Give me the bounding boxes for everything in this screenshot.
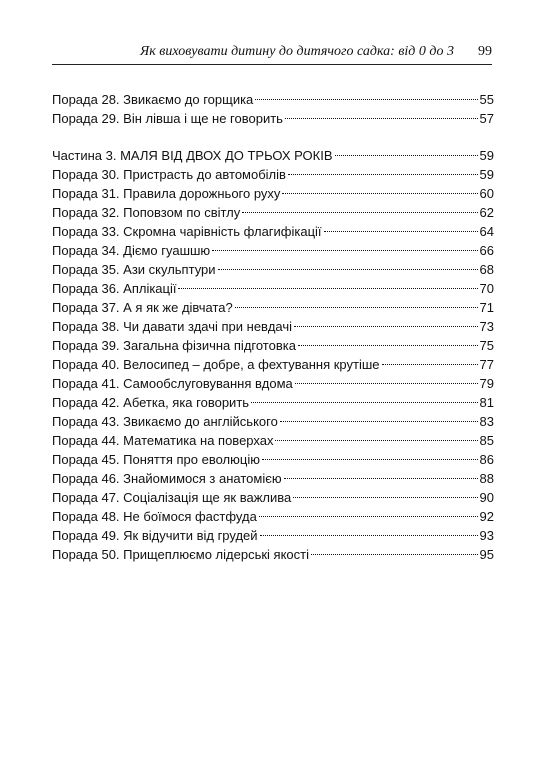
toc-entry-title: Частина 3. МАЛЯ ВІД ДВОХ ДО ТРЬОХ РОКІВ bbox=[52, 148, 333, 163]
toc-entry bbox=[52, 374, 494, 393]
dot-leader bbox=[275, 440, 477, 441]
dot-leader bbox=[288, 174, 478, 175]
toc-entry-title: Порада 39. Загальна фізична підготовка bbox=[52, 338, 296, 353]
toc-entry-title: Порада 50. Прищеплюємо лідерські якості bbox=[52, 547, 309, 562]
toc-entry bbox=[52, 355, 494, 374]
toc-entry bbox=[52, 431, 494, 450]
toc-entry-title: Порада 37. А я як же дівчата? bbox=[52, 300, 233, 315]
toc-entry bbox=[52, 317, 494, 336]
dot-leader bbox=[280, 421, 478, 422]
toc-entry-title: Порада 38. Чи давати здачі при невдачі bbox=[52, 319, 293, 334]
toc-entry-page: 77 bbox=[479, 357, 494, 372]
dot-leader bbox=[235, 307, 478, 308]
dot-leader bbox=[324, 231, 478, 232]
toc-entry bbox=[52, 507, 494, 526]
toc-entry bbox=[52, 488, 494, 507]
dot-leader bbox=[311, 554, 478, 555]
toc-entry-title: Порада 29. Він лівша і ще не говорить bbox=[52, 111, 283, 126]
dot-leader bbox=[293, 497, 477, 498]
dot-leader bbox=[285, 118, 478, 119]
toc-entry-title: Порада 31. Правила дорожнього руху bbox=[52, 186, 281, 201]
toc-entry-page: 93 bbox=[479, 528, 494, 543]
toc-entry bbox=[52, 203, 494, 222]
toc-entry-page: 88 bbox=[479, 471, 494, 486]
toc-entry-page: 70 bbox=[479, 281, 494, 296]
toc-entry-title: Порада 35. Ази скульптури bbox=[52, 262, 216, 277]
toc-entry-title: Порада 28. Звикаємо до горщика bbox=[52, 92, 254, 107]
toc-entry-title: Порада 48. Не боїмося фастфуда bbox=[52, 509, 257, 524]
toc-entry bbox=[52, 393, 494, 412]
toc-entry-page: 85 bbox=[479, 433, 494, 448]
toc-entry-page: 92 bbox=[479, 509, 494, 524]
toc-entry-title: Порада 45. Поняття про еволюцію bbox=[52, 452, 260, 467]
toc-entry-page: 71 bbox=[479, 300, 494, 315]
dot-leader bbox=[298, 345, 478, 346]
toc-entry-title: Порада 33. Скромна чарівність флагифікації bbox=[52, 224, 322, 239]
toc-entry bbox=[52, 241, 494, 260]
dot-leader bbox=[382, 364, 478, 365]
toc-entry-title: Порада 43. Звикаємо до англійського bbox=[52, 414, 278, 429]
toc-entry-title: Порада 34. Діємо гуашшю bbox=[52, 243, 211, 258]
dot-leader bbox=[284, 478, 478, 479]
dot-leader bbox=[255, 99, 477, 100]
toc-entry-page: 57 bbox=[479, 111, 494, 126]
dot-leader bbox=[251, 402, 477, 403]
dot-leader bbox=[259, 516, 478, 517]
dot-leader bbox=[260, 535, 478, 536]
dot-leader bbox=[294, 326, 478, 327]
toc-entry-page: 86 bbox=[479, 452, 494, 467]
running-header bbox=[52, 44, 492, 65]
toc-entry bbox=[52, 109, 494, 128]
running-title: Як виховувати дитину до дитячого садка: від 0 до 3 bbox=[140, 44, 454, 59]
page-number: 99 bbox=[478, 44, 492, 59]
toc-entry-page: 83 bbox=[479, 414, 494, 429]
toc-entry-title: Порада 30. Пристрасть до автомобілів bbox=[52, 167, 286, 182]
toc-entry-title: Порада 36. Аплікації bbox=[52, 281, 177, 296]
toc-entry bbox=[52, 184, 494, 203]
toc-entry-title: Порада 42. Абетка, яка говорить bbox=[52, 395, 250, 410]
toc-entry-title: Порада 44. Математика на поверхах bbox=[52, 433, 274, 448]
toc-entry-page: 59 bbox=[479, 167, 494, 182]
dot-leader bbox=[335, 155, 478, 156]
toc-entry-page: 66 bbox=[479, 243, 494, 258]
toc-entry-title: Порада 47. Соціалізація ще як важлива bbox=[52, 490, 292, 505]
dot-leader bbox=[282, 193, 477, 194]
toc-entry-page: 59 bbox=[479, 148, 494, 163]
dot-leader bbox=[295, 383, 478, 384]
toc-entry-title: Порада 46. Знайомимося з анатомією bbox=[52, 471, 282, 486]
toc-entry-title: Порада 40. Велосипед – добре, а фехтування крутіше bbox=[52, 357, 380, 372]
toc-entry-page: 60 bbox=[479, 186, 494, 201]
toc-entry bbox=[52, 222, 494, 241]
toc-entry bbox=[52, 412, 494, 431]
dot-leader bbox=[242, 212, 477, 213]
toc-entry bbox=[52, 545, 494, 564]
toc-entry bbox=[52, 469, 494, 488]
toc-entry-page: 62 bbox=[479, 205, 494, 220]
toc-entry-page: 55 bbox=[479, 92, 494, 107]
toc-entry bbox=[52, 165, 494, 184]
toc-entry-page: 64 bbox=[479, 224, 494, 239]
dot-leader bbox=[178, 288, 477, 289]
toc-entry bbox=[52, 298, 494, 317]
toc-entry bbox=[52, 450, 494, 469]
toc-entry-page: 68 bbox=[479, 262, 494, 277]
toc-entry-title: Порада 49. Як відучити від грудей bbox=[52, 528, 258, 543]
toc-part-heading bbox=[52, 146, 494, 165]
toc-entry-title: Порада 41. Самообслуговування вдома bbox=[52, 376, 293, 391]
dot-leader bbox=[212, 250, 477, 251]
toc-entry-page: 90 bbox=[479, 490, 494, 505]
toc-entry-title: Порада 32. Поповзом по світлу bbox=[52, 205, 241, 220]
toc-entry bbox=[52, 526, 494, 545]
dot-leader bbox=[218, 269, 478, 270]
toc-entry-page: 79 bbox=[479, 376, 494, 391]
toc-entry bbox=[52, 90, 494, 109]
toc-entry bbox=[52, 336, 494, 355]
toc-entry-page: 95 bbox=[479, 547, 494, 562]
toc-entry-page: 73 bbox=[479, 319, 494, 334]
toc-entry-page: 81 bbox=[479, 395, 494, 410]
toc-entry bbox=[52, 279, 494, 298]
table-of-contents bbox=[52, 90, 494, 564]
dot-leader bbox=[262, 459, 478, 460]
toc-entry bbox=[52, 260, 494, 279]
toc-entry-page: 75 bbox=[479, 338, 494, 353]
